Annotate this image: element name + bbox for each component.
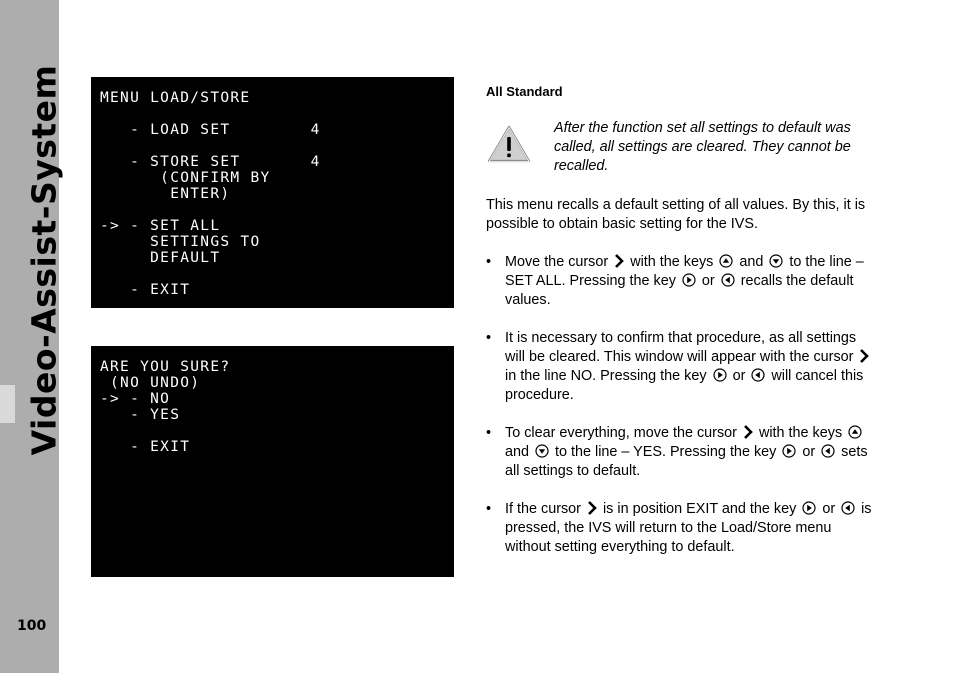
confirm-screen — [91, 346, 454, 577]
left-key-icon — [841, 501, 855, 515]
right-key-icon — [802, 501, 816, 515]
menu-load-store-text: MENU LOAD/STORE - LOAD SET 4 - STORE SET 4 (CONFIRM BY ENTER) -> - SET ALL SETTINGS TO DEFAULT - EXIT — [100, 90, 321, 298]
sidebar-tab-marker — [0, 385, 15, 423]
intro-paragraph: This menu recalls a default setting of all values. By this, it is possible to obtain basic setting for the IVS. — [486, 197, 866, 232]
cursor-arrow-icon — [614, 254, 624, 268]
page-number: 100 — [17, 618, 47, 634]
instruction-list — [486, 253, 878, 557]
left-key-icon — [721, 273, 735, 287]
content-column — [486, 82, 878, 576]
confirm-screen-text: ARE YOU SURE? (NO UNDO) -> - NO - YES - EXIT — [100, 359, 231, 455]
list-item: • If the cursor is in position EXIT and the key or is pressed, the IVS will return to the Load/Store menu without setting everything to default. — [486, 500, 878, 557]
right-key-icon — [782, 444, 796, 458]
right-key-icon — [713, 368, 727, 382]
down-key-icon — [769, 254, 783, 268]
left-key-icon — [751, 368, 765, 382]
list-item: • To clear everything, move the cursor with the keys and to the line – YES. Pressing the key or sets all settings to default. — [486, 424, 878, 481]
up-key-icon — [848, 425, 862, 439]
left-key-icon — [821, 444, 835, 458]
up-key-icon — [719, 254, 733, 268]
cursor-arrow-icon — [859, 349, 869, 363]
cursor-arrow-icon — [587, 501, 597, 515]
warning-note — [486, 119, 878, 176]
warning-triangle-icon — [486, 124, 532, 164]
cursor-arrow-icon — [743, 425, 753, 439]
warning-text: After the function set all settings to default was called, all settings are cleared. They cannot be recalled. — [554, 120, 851, 174]
right-key-icon — [682, 273, 696, 287]
list-item: • It is necessary to confirm that procedure, as all settings will be cleared. This window will appear with the cursor in the line NO. Pressing the key or will cancel this procedure. — [486, 329, 878, 405]
down-key-icon — [535, 444, 549, 458]
list-item: • Move the cursor with the keys and to the line – SET ALL. Pressing the key or recalls the default values. — [486, 253, 878, 310]
sidebar-title: Video-Assist-System — [24, 64, 64, 456]
menu-load-store-screen — [91, 77, 454, 308]
sidebar — [0, 0, 64, 673]
section-heading: All Standard — [486, 84, 563, 99]
